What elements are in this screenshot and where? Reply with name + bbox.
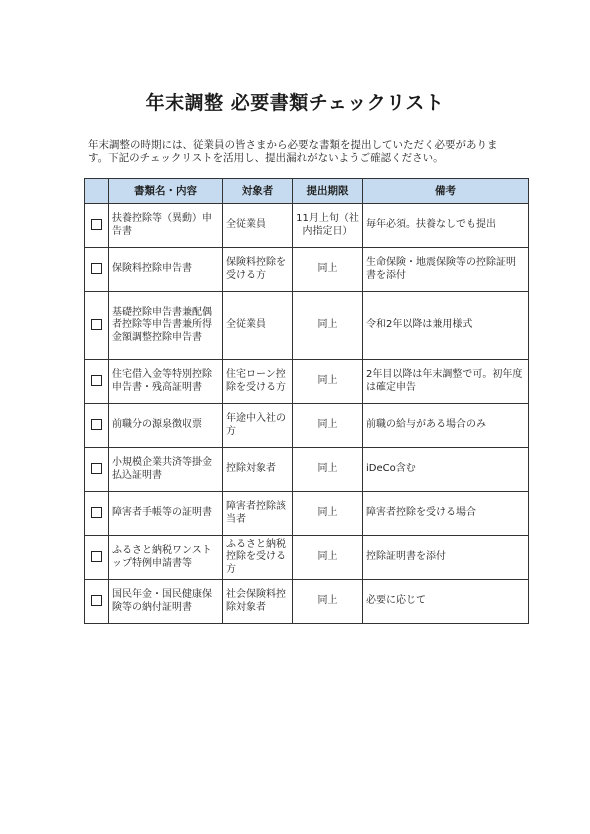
check-cell bbox=[85, 360, 109, 404]
deadline-cell: 同上 bbox=[293, 448, 363, 492]
table-row bbox=[85, 536, 529, 580]
target-cell: 全従業員 bbox=[223, 292, 293, 360]
table-row bbox=[85, 404, 529, 448]
document-name-cell: 障害者手帳等の証明書 bbox=[109, 492, 223, 536]
note-cell: 令和2年以降は兼用様式 bbox=[363, 292, 529, 360]
document-name-cell: 住宅借入金等特別控除申告書・残高証明書 bbox=[109, 360, 223, 404]
note-cell: 2年目以降は年末調整で可。初年度は確定申告 bbox=[363, 360, 529, 404]
checkbox[interactable] bbox=[91, 219, 102, 230]
target-cell: 障害者控除該当者 bbox=[223, 492, 293, 536]
checkbox[interactable] bbox=[91, 375, 102, 386]
check-cell bbox=[85, 404, 109, 448]
note-cell: iDeCo含む bbox=[363, 448, 529, 492]
table-row bbox=[85, 292, 529, 360]
document-name-cell: 前職分の源泉徴収票 bbox=[109, 404, 223, 448]
intro-paragraph bbox=[88, 139, 528, 165]
page-title: 年末調整 必要書類チェックリスト bbox=[145, 92, 445, 114]
table-row bbox=[85, 448, 529, 492]
checkbox[interactable] bbox=[91, 595, 102, 606]
target-cell: 全従業員 bbox=[223, 204, 293, 248]
intro-line: 年末調整の時期には、従業員の皆さまから必要な書類を提出していただく必要がありま bbox=[88, 139, 498, 151]
check-cell bbox=[85, 292, 109, 360]
document-name-cell: 小規模企業共済等掛金払込証明書 bbox=[109, 448, 223, 492]
table-row bbox=[85, 360, 529, 404]
note-cell: 障害者控除を受ける場合 bbox=[363, 492, 529, 536]
note-cell: 控除証明書を添付 bbox=[363, 536, 529, 580]
note-cell: 毎年必須。扶養なしでも提出 bbox=[363, 204, 529, 248]
header-note: 備考 bbox=[363, 179, 529, 204]
target-cell: 保険料控除を受ける方 bbox=[223, 248, 293, 292]
note-cell: 必要に応じて bbox=[363, 580, 529, 624]
document-name-cell: ふるさと納税ワンストップ特例申請書等 bbox=[109, 536, 223, 580]
intro-line: す。下記のチェックリストを活用し、提出漏れがないようご確認ください。 bbox=[88, 152, 444, 164]
check-cell bbox=[85, 248, 109, 292]
target-cell: 年途中入社の方 bbox=[223, 404, 293, 448]
checkbox[interactable] bbox=[91, 463, 102, 474]
target-cell: 控除対象者 bbox=[223, 448, 293, 492]
check-cell bbox=[85, 536, 109, 580]
document-checklist-table bbox=[84, 178, 529, 624]
checkbox[interactable] bbox=[91, 319, 102, 330]
header-target: 対象者 bbox=[223, 179, 293, 204]
table-row bbox=[85, 248, 529, 292]
note-cell: 生命保険・地震保険等の控除証明書を添付 bbox=[363, 248, 529, 292]
table-row bbox=[85, 580, 529, 624]
checkbox[interactable] bbox=[91, 263, 102, 274]
table-header-row bbox=[85, 179, 529, 204]
header-document-name: 書類名・内容 bbox=[109, 179, 223, 204]
deadline-cell: 同上 bbox=[293, 360, 363, 404]
deadline-cell: 同上 bbox=[293, 292, 363, 360]
note-cell: 前職の給与がある場合のみ bbox=[363, 404, 529, 448]
deadline-cell: 同上 bbox=[293, 580, 363, 624]
document-name-cell: 保険料控除申告書 bbox=[109, 248, 223, 292]
check-cell bbox=[85, 448, 109, 492]
document-name-cell: 基礎控除申告書兼配偶者控除等申告書兼所得金額調整控除申告書 bbox=[109, 292, 223, 360]
checkbox[interactable] bbox=[91, 507, 102, 518]
target-cell: 社会保険料控除対象者 bbox=[223, 580, 293, 624]
table-row bbox=[85, 492, 529, 536]
check-cell bbox=[85, 580, 109, 624]
checkbox[interactable] bbox=[91, 551, 102, 562]
header-check bbox=[85, 179, 109, 204]
check-cell bbox=[85, 492, 109, 536]
deadline-cell: 同上 bbox=[293, 492, 363, 536]
document-name-cell: 扶養控除等（異動）申告書 bbox=[109, 204, 223, 248]
deadline-cell: 同上 bbox=[293, 404, 363, 448]
checkbox[interactable] bbox=[91, 419, 102, 430]
header-deadline: 提出期限 bbox=[293, 179, 363, 204]
deadline-cell: 同上 bbox=[293, 536, 363, 580]
document-name-cell: 国民年金・国民健康保険等の納付証明書 bbox=[109, 580, 223, 624]
check-cell bbox=[85, 204, 109, 248]
deadline-cell: 同上 bbox=[293, 248, 363, 292]
target-cell: 住宅ローン控除を受ける方 bbox=[223, 360, 293, 404]
table-row bbox=[85, 204, 529, 248]
target-cell: ふるさと納税控除を受ける方 bbox=[223, 536, 293, 580]
deadline-cell: 11月上旬（社内指定日） bbox=[293, 204, 363, 248]
